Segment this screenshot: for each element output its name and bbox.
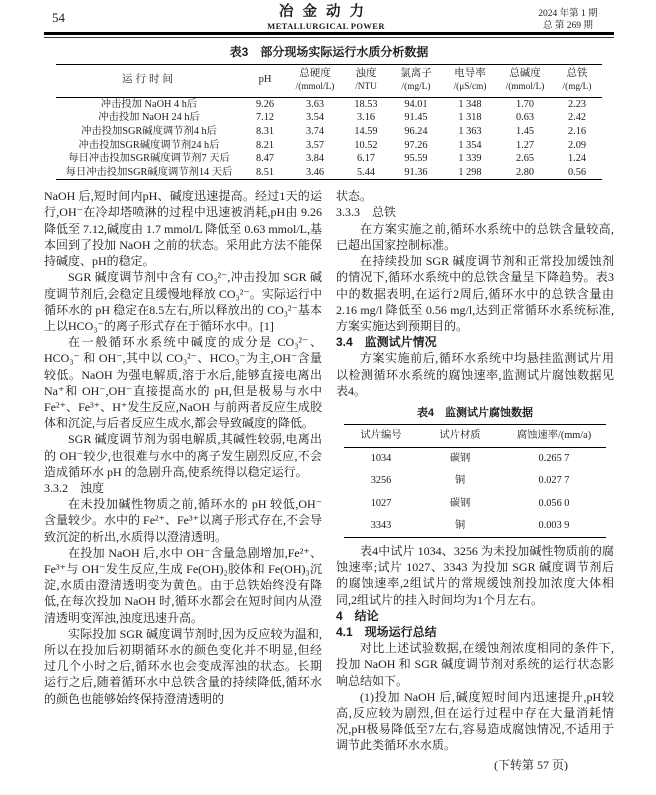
table3-cell: 1.70 [515,98,535,110]
issue-line1: 2024 年第 1 期 [538,9,598,19]
table3-cell: 8.51 [255,166,275,178]
table3-cell: 2.23 [567,98,587,110]
table3-cell: 3.46 [305,166,325,178]
running-head [44,5,614,30]
table3-cell: 8.31 [255,125,275,137]
table3-col-header: 总硬度 /(mmol/L) [288,65,342,98]
table4-title: 表4 监测试片腐蚀数据 [416,406,534,419]
left-column [44,188,322,773]
paragraph: 状态。 [336,189,373,204]
table4-header-row [344,424,606,447]
table3-cell: 1 318 [458,112,482,124]
table3-cell: 3.54 [305,112,325,124]
table3-cell: 1 348 [458,98,482,110]
table3-cell: 10.52 [354,139,378,151]
table3-header-row [56,65,602,98]
table4-cell: 碳钢 [449,497,471,509]
table3-cell: 2.80 [515,166,535,178]
paragraph: 在一般循环水系统中碱度的成分是 CO₃²⁻、HCO₃⁻ 和 OH⁻,其中以 CO₃²⁻、HCO₃⁻为主,OH⁻含量较低。NaOH 为强电解质,溶于水后,能够直接电离出 Na⁺和 OH⁻,OH⁻直接提高水的 pH,但是极易与水中 Fe²⁺、Fe³⁺、H⁺发生反应,NaOH 与前两者反应生成胶体和沉淀,与后者反应生成水,都会导致碱度的降低。 [44,335,322,431]
table3-col-header: 总铁 /(mg/L) [552,65,602,98]
paragraph: 表4中试片 1034、3256 为未投加碱性物质前的腐蚀速率;试片 1027、3343 为投加 SGR 碱度调节剂后的腐蚀速率,2组试片的常规缓蚀剂投加浓度大体相同,2组试片的挂入时间均为1个月左右。 [336,543,614,607]
section-heading: 3.3.2 浊度 [44,480,105,495]
table3-cell: 94.01 [404,98,428,110]
table3-row [56,166,602,180]
right-column [336,188,614,773]
table4-col-header: 试片材质 [418,424,502,447]
table3-cell: 2.65 [515,153,535,165]
table4-cell: 3256 [370,475,392,487]
table4-row [344,470,606,492]
table3-cell: 18.53 [354,98,378,110]
table3-col-header: 总碱度 /(mmol/L) [498,65,552,98]
table4-cell: 1027 [370,497,392,509]
section-heading: 3.3.3 总铁 [336,205,397,220]
table3-cell: 1.45 [515,125,535,137]
table4-cell: 0.027 7 [538,475,570,487]
table4-cell: 0.003 9 [538,519,570,531]
table3-cell: 1.27 [515,139,535,151]
table3-row [56,97,602,111]
table4-cell: 0.265 7 [538,453,570,465]
right-column-top [336,188,614,399]
table3-row [56,111,602,125]
issue-info [522,5,614,33]
table3-title: 表3 部分现场实际运行水质分析数据 [229,45,429,59]
table3-row [56,139,602,153]
table3-col-header: 运行时间 [56,65,242,98]
table3-cell: 2.16 [567,125,587,137]
paragraph: 实际投加 SGR 碱度调节剂时,因为反应较为温和,所以在投加后初期循环水的颜色变化并不明显,但经过几个小时之后,循环水也会变成浑浊的状态。长期运行之后,随着循环水中总铁含量的持续降低,循环水的颜色也能够始终保持澄清透明的 [44,626,322,706]
table3-cell: 96.24 [404,125,428,137]
right-column-bottom [336,543,614,773]
paragraph: 在投加 NaOH 后,水中 OH⁻含量急剧增加,Fe²⁺、Fe³⁺与 OH⁻发生反应,生成 Fe(OH)₂胶体和 Fe(OH)₃沉淀,水质由澄清透明变为黄色。由于总铁始终没有降低,在每次投加 NaOH 时,循环水都会在短时间内从澄清透明变浑浊,浊度迅速升高。 [44,545,322,625]
table3-cell: 8.21 [255,139,275,151]
table3-row [56,152,602,166]
table4-cell: 碳钢 [449,453,471,465]
table3-cell: 14.59 [354,125,378,137]
table3-cell: 5.44 [356,166,376,178]
table3-cell: 3.84 [305,153,325,165]
table3-cell: 2.09 [567,139,587,151]
table3-cell: 0.56 [567,166,587,178]
table4-col-header: 试片编号 [344,424,418,447]
table3-cell: 2.42 [567,112,587,124]
table4-cell: 铜 [454,475,466,487]
table3-cell: 95.59 [404,153,428,165]
journal-title-block [130,5,522,31]
table3-cell: 3.63 [305,98,325,110]
table4-cell: 0.056 0 [538,497,570,509]
table4-cell: 1034 [370,453,392,465]
paragraph: SGR 碱度调节剂中含有 CO₃²⁻,冲击投加 SGR 碱度调节剂后,会稳定且缓慢地释放 CO₃²⁻。实际运行中循环水的 pH 稳定在8.5左右,所以释放出的 CO₃²⁻基本上以HCO₃⁻的离子形式存在于循环水中。[1] [44,270,322,333]
table3-cell: 3.57 [305,139,325,151]
table3-cell: 每日冲击投加SGR碱度调节剂14 天后 [65,166,233,178]
table3-cell: 冲击投加 NaOH 24 h后 [98,112,200,124]
issue-line2: 总 第 269 期 [543,21,593,32]
table4-cell: 3343 [370,519,392,531]
table4-row [344,448,606,471]
table4-row [344,493,606,515]
table4 [344,424,606,538]
journal-title-cn: 冶金动力 [279,4,373,20]
table3-cell: 3.16 [356,112,376,124]
table3-cell: 7.12 [255,112,275,124]
table3-cell: 91.45 [404,112,428,124]
table3-cell: 冲击投加SGR碱度调节剂24 h后 [78,139,220,151]
paragraph: SGR 碱度调节剂为弱电解质,其碱性较弱,电离出的 OH⁻较少,也很难与水中的离子发生剧烈反应,不会造成循环水 pH 的急剧升高,使系统得以稳定运行。 [44,432,322,479]
continuation-note: (下转第 57 页) [494,757,568,772]
table3-cell: 6.17 [356,153,376,165]
page-number: 54 [52,10,65,25]
section-heading: 4.1 现场运行总结 [336,624,437,639]
table3-cell: 1 298 [458,166,482,178]
table3-cell: 每日冲击投加SGR碱度调节剂7 天后 [68,153,230,165]
paragraph: 对比上述试验数据,在缓蚀剂浓度相同的条件下,投加 NaOH 和 SGR 碱度调节剂对系统的运行状态影响总结如下。 [336,641,614,688]
table3-cell: 冲击投加 NaOH 4 h后 [100,98,198,110]
table3-cell: 1.24 [567,153,587,165]
journal-title-en: METALLURGICAL POWER [267,21,385,32]
paragraph: (1)投加 NaOH 后,碱度短时间内迅速提升,pH较高,反应较为剧烈,但在运行过程中存在大量消耗情况,pH极易降低至7左右,容易造成腐蚀情况,不适用于调节此类循环水水质。 [336,689,614,753]
body-columns [44,188,614,773]
paragraph: 在持续投加 SGR 碱度调节剂和正常投加缓蚀剂的情况下,循环水系统中的总铁含量呈下降趋势。表3中的数据表明,在运行2周后,循环水中的总铁含量由 2.16 mg/l 降低至 0.56 mg/l,达到正常循环水系统标准,方案实施达到预期目的。 [336,254,614,333]
table3-col-header: 浊度 /NTU [342,65,390,98]
table3-col-header: 氯离子 /(mg/L) [390,65,442,98]
table3-cell: 97.26 [404,139,428,151]
paragraph: 方案实施前后,循环水系统中均悬挂监测试片用以检测循环水系统的腐蚀速率,监测试片腐蚀数据见表4。 [336,351,614,398]
table4-row [344,515,606,538]
table3-col-header: pH [242,65,288,98]
table3-cell: 冲击投加SGR碱度调节剂4 h后 [81,125,217,137]
table3-cell: 91.36 [404,166,428,178]
table3-cell: 3.74 [305,125,325,137]
section-heading: 4 结论 [336,608,379,623]
table3-cell: 1 354 [458,139,482,151]
paragraph: 在方案实施之前,循环水系统中的总铁含量较高,已超出国家控制标准。 [336,221,614,252]
table3-cell: 0.63 [515,112,535,124]
table4-col-header: 腐蚀速率/(mm/a) [502,424,606,447]
table3 [56,64,602,180]
table4-cell: 铜 [454,519,466,531]
table3-col-header: 电导率 /(μS/cm) [442,65,498,98]
section-heading: 3.4 监测试片情况 [336,335,437,350]
paragraph: 在未投加碱性物质之前,循环水的 pH 较低,OH⁻含量较少。水中的 Fe²⁺、Fe³⁺以离子形式存在,不会导致沉淀的析出,水质得以澄清透明。 [44,497,322,544]
table3-cell: 1 363 [458,125,482,137]
table3-row [56,125,602,139]
table3-cell: 1 339 [458,153,482,165]
paragraph: NaOH 后,短时间内pH、碱度迅速提高。经过1天的运行,OH⁻在冷却塔喷淋的过程中迅速被消耗,pH由 9.26 降低至 7.12,碱度由 1.7 mmol/L 降低至 0.63 mmol/L,基本回到了投加 NaOH 之前的状态。采用此方法不能保持碱度、pH的稳定。 [44,189,322,269]
table3-cell: 8.47 [255,153,275,165]
table3-cell: 9.26 [255,98,275,110]
header-rule [44,32,614,38]
